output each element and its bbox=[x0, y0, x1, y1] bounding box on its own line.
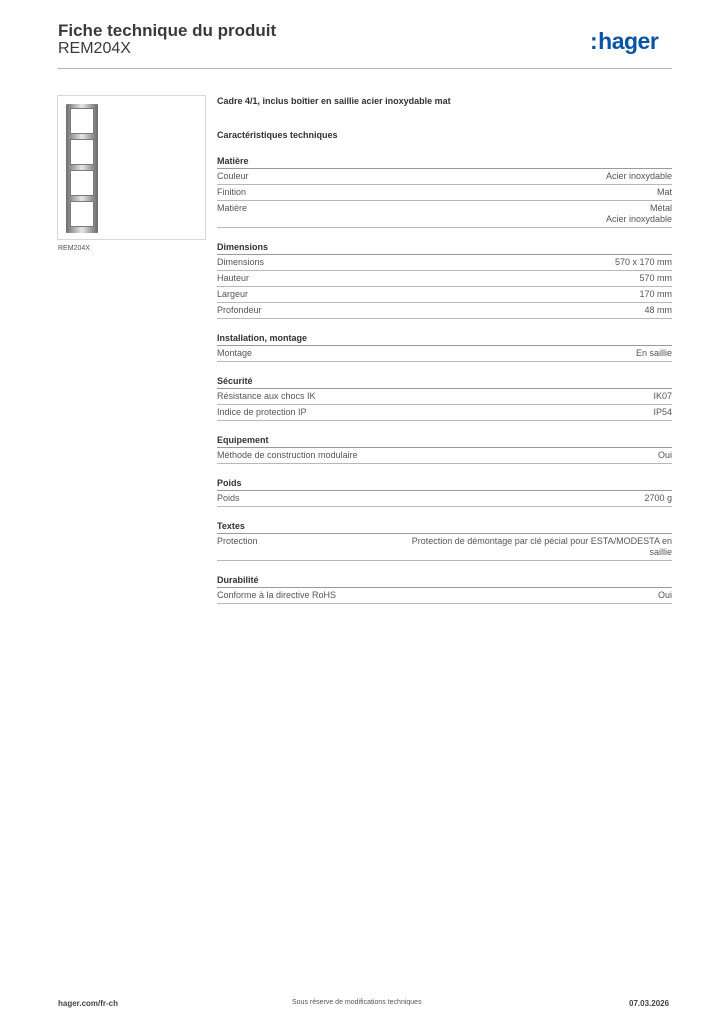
spec-row bbox=[217, 271, 672, 287]
section-title: Installation, montage bbox=[217, 333, 672, 346]
spec-label: Finition bbox=[217, 187, 247, 197]
spec-value: 170 mm bbox=[639, 289, 672, 299]
product-description: Cadre 4/1, inclus boîtier en saillie acier inoxydable mat bbox=[217, 96, 451, 106]
product-reference: REM204X bbox=[58, 40, 131, 57]
image-caption: REM204X bbox=[58, 245, 90, 252]
tech-characteristics-title: Caractéristiques techniques bbox=[217, 130, 338, 140]
product-image bbox=[66, 104, 98, 233]
section-title: Durabilité bbox=[217, 575, 672, 588]
hager-logo[interactable]: :hager bbox=[590, 28, 659, 54]
spec-value: Métal Acier inoxydable bbox=[605, 203, 672, 224]
section-title: Dimensions bbox=[217, 242, 672, 255]
spec-row bbox=[217, 588, 672, 604]
spec-value: 570 x 170 mm bbox=[614, 257, 672, 267]
frame-slot bbox=[70, 170, 94, 196]
spec-label: Méthode de construction modulaire bbox=[217, 450, 358, 460]
footer-website-link[interactable]: hager.com/fr-ch bbox=[58, 999, 119, 1008]
spec-label: Matière bbox=[217, 203, 248, 213]
section-title: Matière bbox=[217, 156, 672, 169]
spec-value: Mat bbox=[656, 187, 672, 197]
spec-row bbox=[217, 491, 672, 507]
section-title: Sécurité bbox=[217, 376, 672, 389]
spec-section bbox=[217, 333, 672, 362]
spec-section bbox=[217, 242, 672, 319]
spec-value: 570 mm bbox=[639, 273, 672, 283]
page-title: Fiche technique du produit bbox=[58, 21, 277, 40]
spec-section bbox=[217, 521, 672, 561]
product-details bbox=[217, 96, 672, 604]
spec-row bbox=[217, 287, 672, 303]
spec-label: Protection bbox=[217, 536, 258, 546]
spec-row bbox=[217, 448, 672, 464]
spec-label: Largeur bbox=[217, 289, 249, 299]
spec-value: Acier inoxydable bbox=[605, 171, 672, 181]
footer-date: 07.03.2026 bbox=[629, 999, 670, 1008]
spec-value: 48 mm bbox=[644, 305, 672, 315]
spec-section bbox=[217, 575, 672, 604]
logo-text: hager bbox=[598, 28, 659, 54]
frame-slot bbox=[70, 139, 94, 165]
footer-notice: Sous réserve de modifications techniques bbox=[292, 999, 422, 1006]
spec-section bbox=[217, 156, 672, 228]
spec-sections bbox=[217, 156, 672, 604]
spec-value: En saillie bbox=[635, 348, 672, 358]
spec-section bbox=[217, 376, 672, 421]
spec-value: Protection de démontage par clé pécial pour ESTA/MODESTA en saillie bbox=[411, 536, 672, 557]
spec-row bbox=[217, 185, 672, 201]
spec-row bbox=[217, 389, 672, 405]
frame-slot bbox=[70, 201, 94, 227]
spec-label: Résistance aux chocs IK bbox=[217, 391, 316, 401]
spec-section bbox=[217, 435, 672, 464]
spec-value: 2700 g bbox=[644, 493, 672, 503]
spec-label: Profondeur bbox=[217, 305, 262, 315]
spec-label: Conforme à la directive RoHS bbox=[217, 590, 337, 600]
spec-label: Montage bbox=[217, 348, 253, 358]
spec-label: Indice de protection IP bbox=[217, 407, 307, 417]
spec-label: Hauteur bbox=[217, 273, 250, 283]
section-title: Poids bbox=[217, 478, 672, 491]
spec-value: IP54 bbox=[653, 407, 672, 417]
spec-row bbox=[217, 346, 672, 362]
section-title: Textes bbox=[217, 521, 672, 534]
spec-value: Oui bbox=[657, 450, 672, 460]
frame-slot bbox=[70, 108, 94, 134]
spec-row bbox=[217, 405, 672, 421]
section-title: Equipement bbox=[217, 435, 672, 448]
spec-row bbox=[217, 303, 672, 319]
spec-row bbox=[217, 534, 672, 561]
spec-row bbox=[217, 201, 672, 228]
spec-label: Couleur bbox=[217, 171, 249, 181]
spec-value: IK07 bbox=[653, 391, 672, 401]
spec-value: Oui bbox=[657, 590, 672, 600]
header-divider bbox=[58, 68, 672, 69]
spec-label: Poids bbox=[217, 493, 240, 503]
spec-section bbox=[217, 478, 672, 507]
spec-row bbox=[217, 255, 672, 271]
spec-row bbox=[217, 169, 672, 185]
spec-label: Dimensions bbox=[217, 257, 265, 267]
